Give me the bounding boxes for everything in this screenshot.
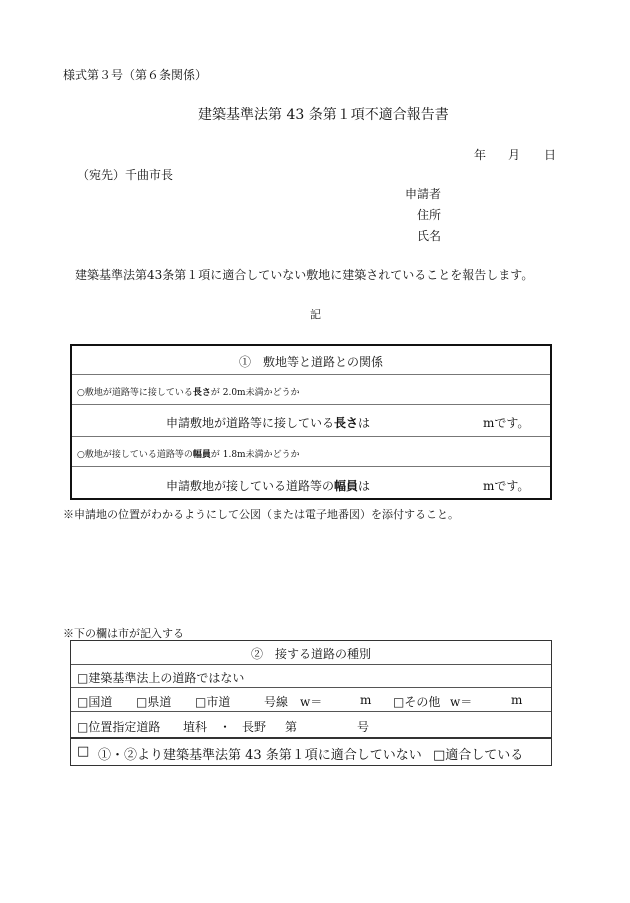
ki-label: 記: [310, 308, 321, 321]
not-building-road-option[interactable]: □建築基準法上の道路ではない: [77, 671, 245, 685]
separator-dot: ・: [219, 720, 232, 734]
width-question: ○敷地が接している道路等の幅員が 1.8m未満かどうか: [77, 450, 300, 460]
table2-heading-row: [71, 641, 551, 664]
applicant-label: 申請者: [405, 187, 442, 201]
length-answer: 申請敷地が道路等に接している長さは: [166, 416, 371, 430]
width-answer: 申請敷地が接している道路等の幅員は: [166, 479, 371, 493]
other-road-option[interactable]: □その他: [393, 695, 441, 709]
nonconforming-text: ①・②より建築基準法第 43 条第１項に適合していない: [98, 748, 422, 763]
attachment-note: ※申請地の位置がわかるようにして公図（または電子地番図）を添付すること。: [63, 508, 459, 521]
hanishina-label: 埴科: [183, 720, 208, 734]
nagano-label: 長野: [242, 720, 267, 734]
document-title: 建築基準法第 43 条第１項不適合報告書: [198, 107, 449, 123]
report-statement: 建築基準法第43条第１項に適合していない敷地に建築されていることを報告します。: [75, 268, 534, 282]
site-road-relation-table: [70, 344, 552, 500]
city-road-option[interactable]: □市道: [195, 695, 231, 709]
table1-heading: ① 敷地等と道路との関係: [238, 355, 383, 369]
road-width-label-1: w＝: [300, 695, 323, 709]
table1-length-question-row: [72, 374, 550, 405]
name-label: 氏名: [417, 229, 442, 243]
date-year-label: 年: [474, 148, 487, 162]
road-class-row: [71, 687, 551, 712]
table2-heading: ② 接する道路の種別: [250, 647, 371, 661]
not-building-road-row: [71, 664, 551, 688]
length-unit: mです。: [483, 416, 530, 430]
number-suffix-label: 号: [357, 720, 370, 734]
address-label: 住所: [417, 208, 442, 222]
form-number: 様式第３号（第６条関係）: [63, 68, 208, 82]
national-road-option[interactable]: □国道: [77, 695, 113, 709]
date-month-label: 月: [508, 148, 521, 162]
designated-road-option[interactable]: □位置指定道路: [77, 720, 161, 734]
table1-width-question-row: [72, 436, 550, 467]
addressee: （宛先）千曲市長: [77, 168, 174, 182]
width-unit: mです。: [483, 479, 530, 493]
table1-heading-row: [72, 346, 550, 374]
road-width-unit-1: m: [360, 693, 372, 707]
date-day-label: 日: [544, 148, 557, 162]
table1-length-answer-row: [72, 404, 550, 437]
road-width-label-2: w＝: [450, 695, 473, 709]
road-width-unit-2: m: [511, 693, 523, 707]
length-question: ○敷地が道路等に接している長さが 2.0m未満かどうか: [77, 388, 300, 398]
nonconforming-checkbox[interactable]: □: [77, 744, 90, 759]
number-prefix-label: 第: [285, 720, 298, 734]
prefectural-road-option[interactable]: □県道: [136, 695, 172, 709]
conformity-row: [71, 737, 551, 767]
road-type-table: [70, 640, 552, 766]
route-number-label: 号線: [264, 695, 289, 709]
designated-road-row: [71, 711, 551, 738]
table1-width-answer-row: [72, 466, 550, 501]
conforming-option[interactable]: □適合している: [433, 748, 524, 763]
city-use-note: ※下の欄は市が記入する: [63, 627, 184, 640]
